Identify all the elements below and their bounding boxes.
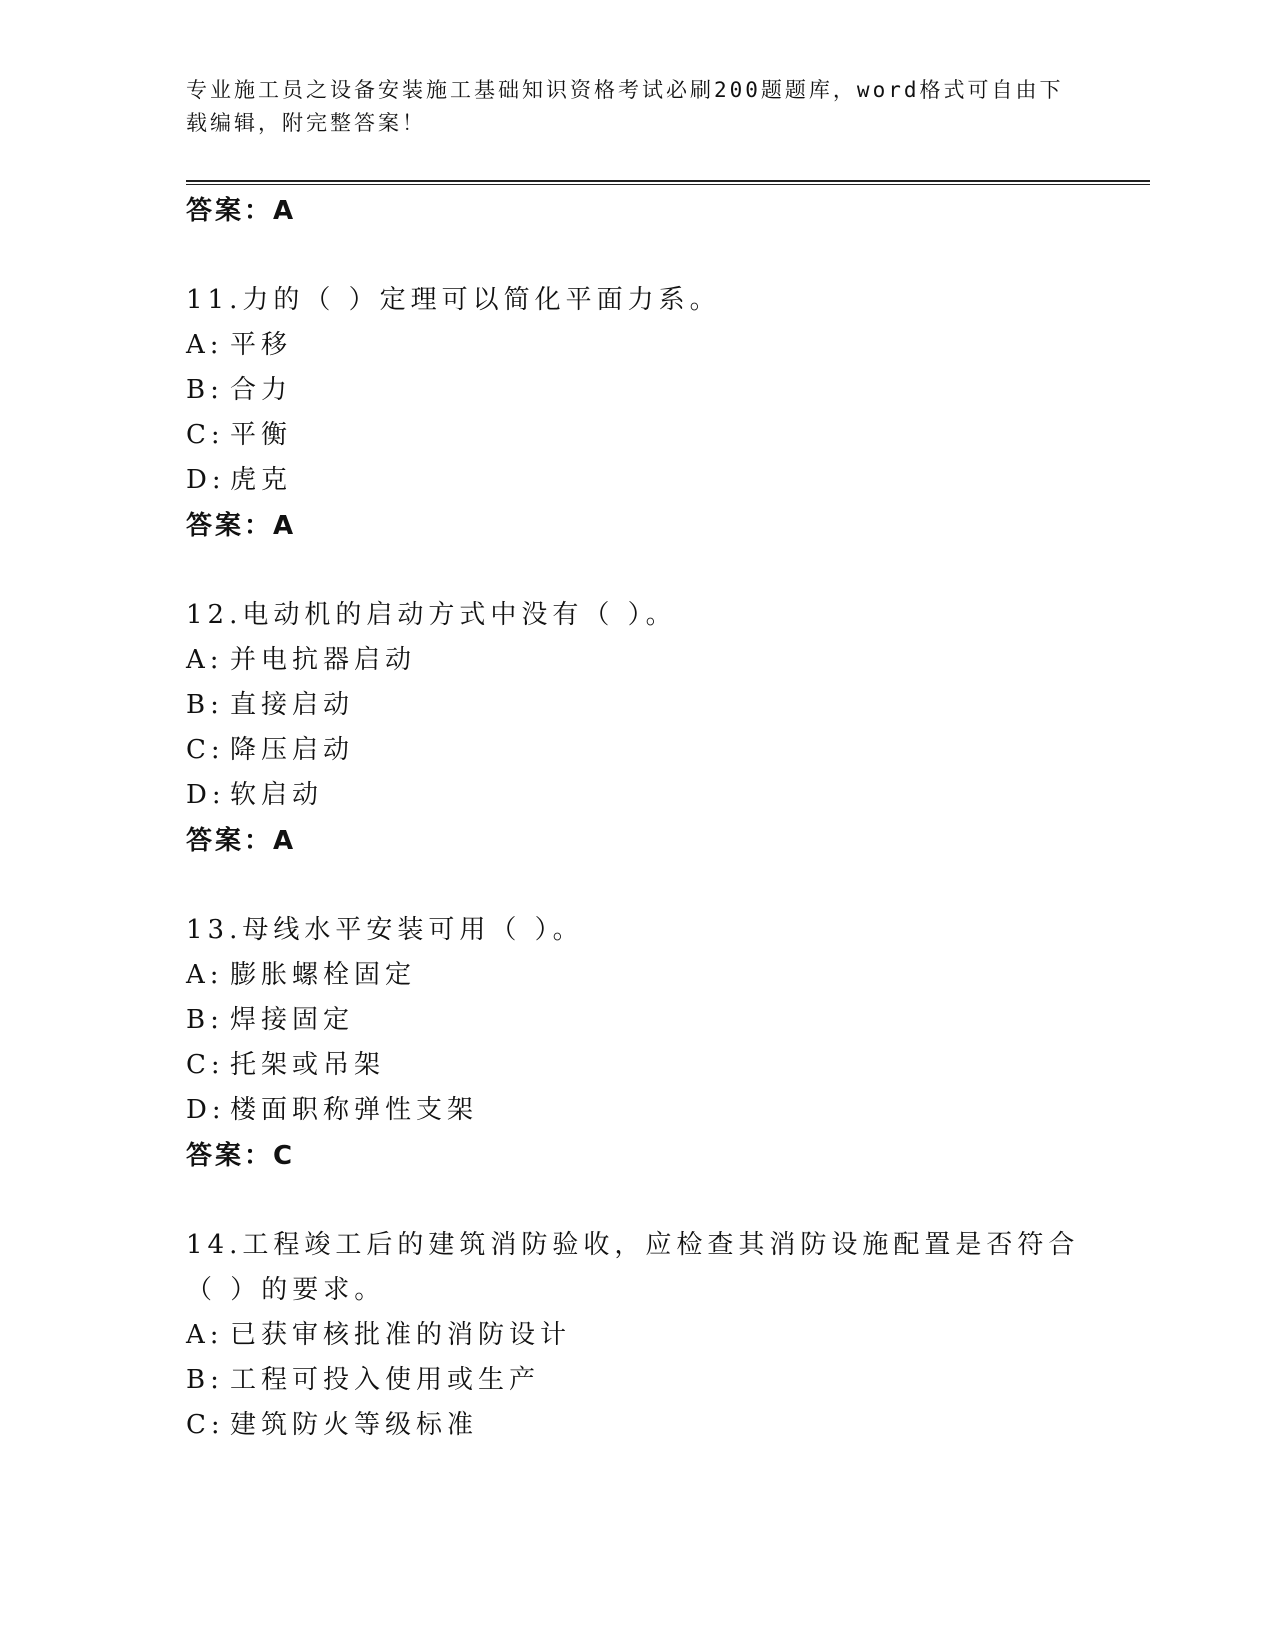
option-b — [186, 998, 1086, 1043]
option-text: 并电抗器启动 — [230, 645, 417, 675]
option-a — [186, 638, 1086, 683]
question-block — [186, 908, 1086, 1179]
option-text: 已获审核批准的消防设计 — [230, 1320, 572, 1350]
answer-line: 答案：C — [186, 1141, 296, 1171]
question-stem: 14.工程竣工后的建筑消防验收，应检查其消防设施配置是否符合（ ）的要求。 — [186, 1230, 1080, 1305]
option-text: 直接启动 — [230, 690, 355, 720]
question-block — [186, 278, 1086, 549]
answer-line: 答案：A — [186, 511, 297, 541]
question-block — [186, 1223, 1086, 1448]
option-a — [186, 953, 1086, 998]
option-d — [186, 773, 1086, 818]
option-a — [186, 323, 1086, 368]
option-text: 建筑防火等级标准 — [230, 1410, 479, 1440]
header-divider-thick — [186, 180, 1150, 182]
option-letter: B: — [186, 690, 224, 720]
option-c — [186, 1043, 1086, 1088]
option-text: 平移 — [230, 330, 293, 360]
option-b — [186, 1358, 1086, 1403]
option-letter: B: — [186, 1365, 224, 1395]
option-text: 工程可投入使用或生产 — [230, 1365, 541, 1395]
option-letter: C: — [186, 1050, 225, 1080]
option-letter: D: — [186, 780, 226, 810]
document-header: 专业施工员之设备安装施工基础知识资格考试必刷200题题库，word格式可自由下载编辑，附完整答案！ — [186, 78, 1064, 135]
question-stem: 12.电动机的启动方式中没有（ ）。 — [186, 600, 677, 630]
option-text: 托架或吊架 — [230, 1050, 386, 1080]
option-c — [186, 1403, 1086, 1448]
answer-line: 答案：A — [186, 826, 297, 856]
option-text: 降压启动 — [230, 735, 355, 765]
option-b — [186, 683, 1086, 728]
option-letter: C: — [186, 735, 225, 765]
question-block — [186, 593, 1086, 864]
option-letter: A: — [186, 645, 224, 675]
option-letter: D: — [186, 465, 226, 495]
option-d — [186, 1088, 1086, 1133]
option-b — [186, 368, 1086, 413]
question-stem: 11.力的（ ）定理可以简化平面力系。 — [186, 285, 721, 315]
option-text: 楼面职称弹性支架 — [230, 1095, 479, 1125]
option-letter: C: — [186, 1410, 225, 1440]
option-letter: A: — [186, 330, 224, 360]
question-stem: 13.母线水平安装可用（ ）。 — [186, 915, 584, 945]
option-text: 膨胀螺栓固定 — [230, 960, 417, 990]
option-c — [186, 728, 1086, 773]
option-a — [186, 1313, 1086, 1358]
option-text: 软启动 — [230, 780, 324, 810]
option-letter: B: — [186, 1005, 224, 1035]
option-letter: B: — [186, 375, 224, 405]
option-text: 焊接固定 — [230, 1005, 355, 1035]
option-letter: A: — [186, 1320, 224, 1350]
question-list — [186, 188, 1086, 1448]
header-divider-thin — [186, 184, 1150, 185]
option-text: 平衡 — [230, 420, 293, 450]
option-letter: C: — [186, 420, 225, 450]
option-text: 合力 — [230, 375, 293, 405]
option-letter: D: — [186, 1095, 226, 1125]
answer-line: 答案：A — [186, 196, 297, 226]
option-text: 虎克 — [230, 465, 293, 495]
option-letter: A: — [186, 960, 224, 990]
option-d — [186, 458, 1086, 503]
option-c — [186, 413, 1086, 458]
